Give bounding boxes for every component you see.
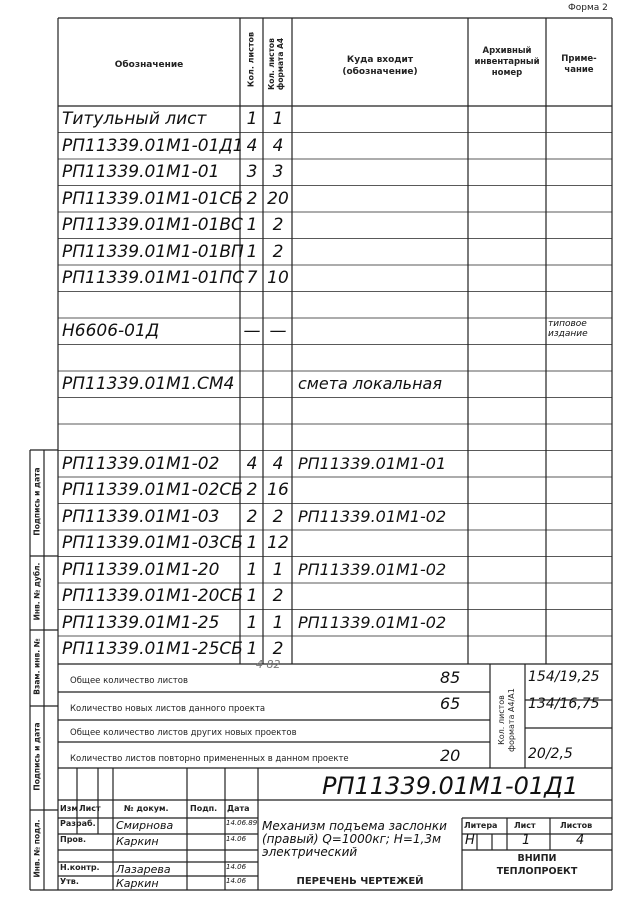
approval-date: 14.06 — [226, 835, 247, 843]
row-sheets: 3 — [246, 162, 258, 182]
row-a4: 12 — [267, 533, 289, 553]
row-designation: РП11339.01М1-02 — [62, 453, 220, 474]
header-archive-no: Архивный инвентарный номер — [474, 46, 540, 78]
row-where: РП11339.01М1-02 — [298, 559, 447, 579]
row-a4: 2 — [272, 639, 284, 659]
row-designation: РП11339.01М1-01СБ — [62, 188, 243, 209]
side-label-dup-inv: Инв. № дубл. — [32, 562, 42, 621]
approval-name: Смирнова — [116, 819, 174, 832]
approval-name: Лазарева — [116, 863, 171, 876]
form-label: Форма 2 — [568, 3, 608, 13]
row-sheets: 1 — [246, 533, 258, 553]
row-where: РП11339.01М1-02 — [298, 612, 447, 632]
row-designation: РП11339.01М1-01ВС — [62, 215, 243, 235]
row-sheets: 1 — [246, 612, 258, 633]
side-label-sign-date-1: Подпись и дата — [32, 467, 42, 536]
total-reused-value: 20 — [440, 746, 461, 765]
row-a4: 2 — [272, 506, 284, 527]
header-sheet-count: Кол. листов — [246, 31, 256, 88]
row-designation: РП11339.01М1-03 — [62, 506, 220, 527]
row-where: смета локальная — [298, 374, 442, 393]
change-header-izm: Изм — [60, 804, 78, 813]
product-description: Механизм подъема заслонки (правый) Q=1000кг; H=1,3м электрический — [262, 819, 447, 859]
row-a4: 16 — [267, 480, 289, 500]
row-sheets: 1 — [246, 559, 258, 580]
sheets-value: 4 — [576, 833, 585, 848]
org-name: ВНИПИ ТЕПЛОПРОЕКТ — [496, 853, 578, 877]
row-a4: 1 — [272, 612, 284, 633]
row-sheets: 2 — [246, 506, 258, 527]
total-all-a4: 154/19,25 — [528, 669, 600, 685]
total-new-a4: 134/16,75 — [528, 696, 600, 712]
sheets-label: Листов — [560, 821, 593, 830]
approval-name: Каркин — [116, 835, 159, 848]
approval-role: Утв. — [60, 877, 79, 886]
row-sheets: 1 — [246, 109, 258, 129]
change-header-date: Дата — [227, 804, 250, 813]
row-note: типовое издание — [548, 319, 588, 339]
approval-date: 14.06 — [226, 877, 247, 885]
row-designation: РП11339.01М1-01ПС — [62, 268, 245, 288]
total-other-label: Общее количество листов других новых проектов — [70, 728, 297, 738]
row-sheets: 1 — [246, 215, 258, 235]
row-a4: 20 — [267, 188, 289, 209]
total-new-label: Количество новых листов данного проекта — [70, 704, 266, 714]
total-reused-a4: 20/2,5 — [528, 746, 573, 762]
row-designation: Н6606-01Д — [62, 321, 160, 341]
totals-a4-label: Кол. листов формата А4/А1 — [497, 688, 516, 752]
row-designation: РП11339.01М1-03СБ — [62, 533, 243, 553]
row-sheets: 4 — [246, 453, 258, 474]
row-a4: 2 — [272, 586, 284, 606]
side-label-orig-inv: Инв. № подл. — [32, 819, 42, 878]
header-where-used: Куда входит (обозначение) — [342, 55, 418, 77]
side-label-replace-inv: Взам. инв. № — [32, 638, 42, 695]
doc-code: РП11339.01М1-01Д1 — [322, 772, 579, 800]
header-note: Приме-чание — [561, 54, 597, 75]
row-a4: 4 — [272, 453, 284, 474]
header-designation: Обозначение — [114, 60, 184, 70]
row-designation: РП11339.01М1-01ВП — [62, 241, 244, 262]
approval-role: Разраб. — [60, 819, 96, 828]
header-a4-count: Кол. листов формата А4 — [267, 37, 285, 91]
row-designation: РП11339.01М1.СМ4 — [62, 374, 235, 394]
sheet-value: 1 — [522, 833, 531, 848]
pencil-note: 4 82 — [256, 658, 281, 671]
litera-value: Н — [465, 833, 475, 848]
row-designation: РП11339.01М1-25 — [62, 612, 220, 633]
change-header-sign: Подп. — [190, 804, 218, 813]
sheet-label: Лист — [514, 821, 536, 830]
approval-role: Пров. — [60, 835, 87, 844]
row-a4: 2 — [272, 215, 284, 235]
litera-label: Литера — [464, 821, 498, 830]
row-sheets: 1 — [246, 639, 258, 659]
row-a4: — — [269, 321, 287, 341]
total-new-value: 65 — [440, 694, 461, 713]
change-header-list: Лист — [79, 804, 101, 813]
change-header-doc: № докум. — [124, 804, 169, 813]
row-a4: 3 — [272, 162, 284, 182]
approval-name: Каркин — [116, 877, 159, 890]
row-designation: РП11339.01М1-20СБ — [62, 586, 243, 606]
approval-date: 14.06.89 — [226, 819, 258, 827]
total-reused-label: Количество листов повторно примененных в данном проекте — [70, 754, 349, 764]
row-designation: РП11339.01М1-02СБ — [62, 480, 243, 500]
total-all-value: 85 — [440, 668, 461, 687]
row-where: РП11339.01М1-01 — [298, 453, 447, 473]
total-all-label: Общее количество листов — [70, 676, 188, 686]
row-designation: РП11339.01М1-20 — [62, 559, 220, 580]
row-a4: 4 — [272, 135, 284, 156]
side-label-sign-date-2: Подпись и дата — [32, 722, 42, 791]
approval-date: 14.06 — [226, 863, 247, 871]
row-sheets: 4 — [246, 135, 258, 156]
row-sheets: 2 — [246, 188, 258, 209]
row-a4: 1 — [272, 109, 284, 129]
row-designation: Титульный лист — [62, 109, 207, 129]
doc-title: ПЕРЕЧЕНЬ ЧЕРТЕЖЕЙ — [296, 876, 424, 887]
row-sheets: 1 — [246, 586, 258, 606]
row-a4: 2 — [272, 241, 284, 262]
row-designation: РП11339.01М1-01Д1 — [62, 135, 244, 156]
row-sheets: 2 — [246, 480, 258, 500]
row-where: РП11339.01М1-02 — [298, 506, 447, 526]
row-sheets: 1 — [246, 241, 258, 262]
row-sheets: — — [243, 321, 261, 341]
row-designation: РП11339.01М1-25СБ — [62, 639, 243, 659]
approval-role: Н.контр. — [60, 863, 100, 872]
row-a4: 1 — [272, 559, 284, 580]
row-sheets: 7 — [246, 268, 258, 288]
row-a4: 10 — [267, 268, 289, 288]
row-designation: РП11339.01М1-01 — [62, 162, 220, 182]
